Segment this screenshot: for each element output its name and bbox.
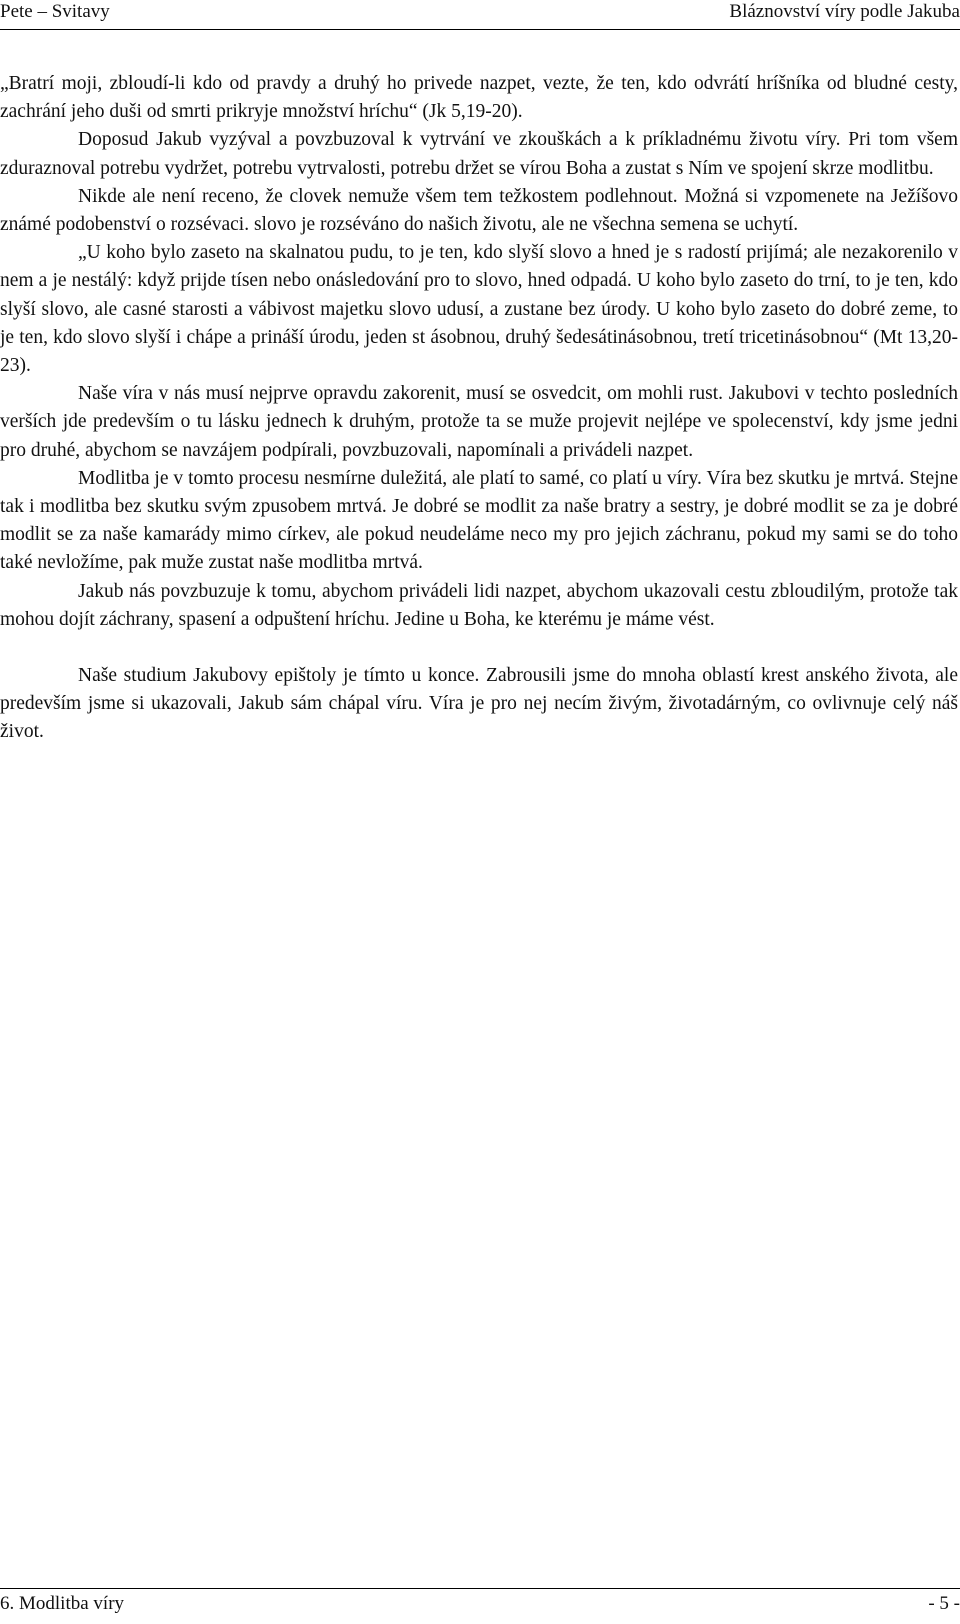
page-footer (0, 1588, 960, 1618)
paragraph-sower-quote: „U koho bylo zaseto na skalnatou pudu, to je ten, kdo slyší slovo a hned je s radostí prijímá; ale nezakorenilo v nem a je nestálý: když prijde tísen nebo onásledování pro to slovo, hned odpadá. U koho bylo zaseto do trní, to je ten, kdo slyší slovo, ale casné starosti a vábivost majetku slovo udusí, a zustane bez úrody. U koho bylo zaseto do dobré zeme, to je ten, kdo slovo slyší i chápe a prináší úrodu, jeden st ásobnou, druhý šedesátinásobnou, tretí tricetinásobnou“ (Mt 13,20-23). (0, 242, 958, 377)
header-title: Bláznovství víry podle Jakuba (729, 1, 960, 22)
header-author: Pete – Svitavy (0, 1, 110, 22)
footer-chapter: 6. Modlitba víry (0, 1593, 125, 1614)
paragraph-quote-james: „Bratrí moji, zbloudí-li kdo od pravdy a druhý ho privede nazpet, vezte, že ten, kdo odvrátí hríšníka od bludné cesty, zachrání jeho duši od smrti prikryje množství hríchu“ (Jk 5,19-20). (0, 73, 958, 123)
paragraph-conclusion: Naše studium Jakubovy epištoly je tímto u konce. Zabrousili jsme do mnoha oblastí krest anského života, ale predevším jsme si ukazovali, Jakub sám chápal víru. Víra je pro nej necím živým, životadárným, co ovlivnuje celý náš život. (0, 665, 958, 743)
page-number: - 5 - (928, 1593, 960, 1614)
paragraph-bring-back: Jakub nás povzbuzuje k tomu, abychom privádeli lidi nazpet, abychom ukazovali cestu zbloudilým, protože tak mohou dojít záchrany, spasení a odpuštení hríchu. Jedine u Boha, ke kterému je máme vést. (0, 580, 958, 630)
paragraph-perseverance: Doposud Jakub vyzýval a povzbuzoval k vytrvání ve zkouškách a k príkladnému životu víry. Pri tom všem zduraznoval potrebu vydržet, potrebu vytrvalosti, potrebu držet se vírou Boha a zustat s Ním ve spojení skrze modlitbu. (0, 129, 958, 179)
paragraph-prayer: Modlitba je v tomto procesu nesmírne duležitá, ale platí to samé, co platí u víry. Víra bez skutku je mrtvá. Stejne tak i modlitba bez skutku svým zpusobem mrtvá. Je dobré se modlit za naše bratry a sestry, je dobré modlit se za je dobré modlit se za naše kamarády mimo církev, ale pokud neudeláme neco my pro jejich záchranu, pokud my sami se do toho také nevložíme, pak muže zustat naše modlitba mrtvá. (0, 467, 958, 574)
paragraph-faith-rooted: Naše víra v nás musí nejprve opravdu zakorenit, musí se osvedcit, om mohli rust. Jakubovi v techto posledních verších jde predevším o tu lásku jednech k druhým, protože ta se muže projevit nejlépe ve spolecenství, kdy jsme jedni pro druhé, abychom se navzájem podpírali, povzbuzovali, napomínali a privádeli nazpet. (0, 383, 958, 461)
header-divider (0, 29, 960, 30)
footer-divider (0, 1588, 960, 1589)
paragraph-sower-intro: Nikde ale není receno, že clovek nemuže všem tem težkostem podlehnout. Možná si vzpomenete na Ježíšovo známé podobenství o rozsévaci. slovo je rozséváno do našich životu, ale ne všechna semena se uchytí. (0, 185, 958, 236)
document-body (0, 70, 958, 747)
page-header (0, 0, 960, 28)
